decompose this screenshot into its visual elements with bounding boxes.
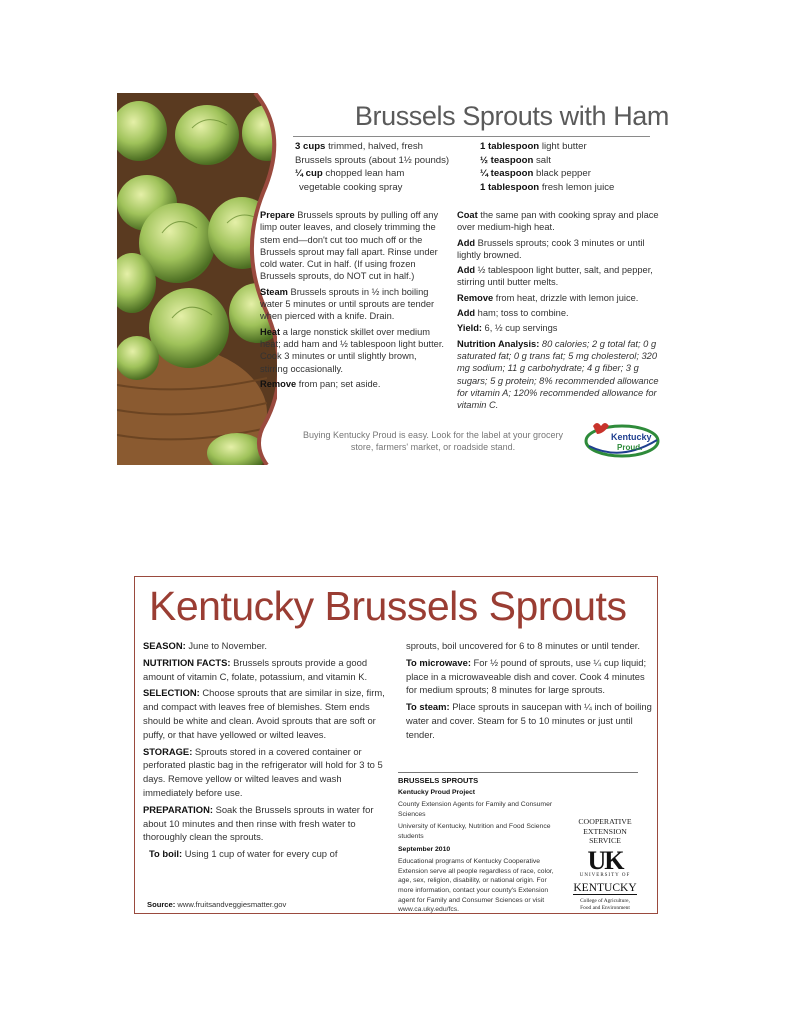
info-title: Kentucky Brussels Sprouts <box>149 583 627 629</box>
step-add-butter: Add ½ tablespoon light butter, salt, and pepper, stirring until butter melts. <box>457 265 653 288</box>
uk-university-of: UNIVERSITY OF <box>579 873 631 878</box>
info-right-column <box>406 639 652 745</box>
source-line: Source: www.fruitsandveggiesmatter.gov <box>147 900 287 909</box>
step-heat: Heat a large nonstick skillet over medium heat; add ham and ½ tablespoon light butter. Cook 3 minutes or until slightly brown, stirring occasionally. <box>260 326 445 374</box>
kp-logo-word-2: Proud. <box>617 443 643 452</box>
ingredients-left <box>295 140 470 194</box>
ingredient-item: ¼ teaspoon black pepper <box>480 168 591 179</box>
step-remove-heat: Remove from heat, drizzle with lemon juice. <box>457 292 639 303</box>
to-boil: To boil: Using 1 cup of water for every cup of <box>149 848 338 860</box>
footer-divider <box>398 772 638 773</box>
cooperative-extension-label: COOPERATIVE EXTENSION SERVICE <box>578 817 632 845</box>
step-steam: Steam Brussels sprouts in ½ inch boiling water 5 minutes or until sprouts are tender when pierced with a knife. Drain. <box>260 286 435 322</box>
step-add-ham: Add ham; toss to combine. <box>457 308 569 319</box>
steps-left <box>260 209 445 393</box>
uk-kentucky: KENTUCKY <box>573 882 637 894</box>
footer-students: University of Kentucky, Nutrition and Food Science students <box>398 823 551 840</box>
brussels-sprouts-photo <box>117 93 277 465</box>
title-divider <box>293 136 650 137</box>
step-remove: Remove from pan; set aside. <box>260 378 381 389</box>
uk-college: College of Agriculture, Food and Environment <box>580 898 630 911</box>
footer-date: September 2010 <box>398 845 451 853</box>
ingredient-item: ½ teaspoon salt <box>480 154 551 166</box>
preparation: PREPARATION: Soak the Brussels sprouts in water for about 10 minutes and then rinse with fresh water to thoroughly clean the sprouts. <box>143 803 374 843</box>
step-coat: Coat the same pan with cooking spray and place over medium-high heat. <box>457 210 659 233</box>
ingredient-item: Brussels sprouts (about 1½ pounds) <box>295 154 450 166</box>
yield: Yield: 6, ½ cup servings <box>457 323 558 334</box>
footer-statement: Educational programs of Kentucky Cooperative Extension serve all people regardless of race, color, age, sex, religion, disability, or national origin. For more information, contact your county's Extension agent for Family and Consumer Sciences or visit www.ca.uky.edu/fcs. <box>398 858 554 914</box>
to-boil-continued: sprouts, boil uncovered for 6 to 8 minutes or until tender. <box>406 640 640 651</box>
kp-logo-word-1: Kentucky <box>611 432 652 442</box>
footer-authors: County Extension Agents for Family and Consumer Sciences <box>398 801 553 818</box>
recipe-card <box>117 93 670 465</box>
info-card <box>134 576 658 914</box>
footer-credits <box>398 776 558 918</box>
to-steam: To steam: Place sprouts in saucepan with ¼ inch of boiling water and cover. Steam for 5 to 10 minutes or just until tender. <box>406 701 652 740</box>
info-left-column <box>143 639 389 864</box>
steps-right <box>457 209 662 414</box>
uk-mark: UK <box>587 846 623 875</box>
ingredient-item: ¼ cup chopped lean ham <box>295 168 405 179</box>
kentucky-proud-logo <box>581 418 661 460</box>
nutrition-facts: NUTRITION FACTS: Brussels sprouts provide a good amount of vitamin C, folate, potassium, and vitamin K. <box>143 656 368 682</box>
kentucky-proud-tagline: Buying Kentucky Proud is easy. Look for the label at your grocery store, farmers' market, or roadside stand. <box>303 430 563 452</box>
step-prepare: Prepare Brussels sprouts by pulling off any limp outer leaves, and closely trimming the stem end—don't cut too much off or the Brussels sprout may fall apart. Rinse under cold water. Cut in half. (If using frozen Brussels sprouts, do NOT cut in half.) <box>260 210 439 282</box>
uk-logo <box>565 846 645 911</box>
footer-heading: BRUSSELS SPROUTS <box>398 776 479 785</box>
storage: STORAGE: Sprouts stored in a covered container or perforated plastic bag in the refrigerator will hold for 3 to 5 days. Remove yellow or wilted leaves and wash immediately before use. <box>143 745 383 798</box>
recipe-title: Brussels Sprouts with Ham <box>354 101 669 131</box>
ingredient-item: vegetable cooking spray <box>299 181 403 193</box>
footer-project: Kentucky Proud Project <box>398 788 476 796</box>
selection: SELECTION: Choose sprouts that are similar in size, firm, and compact with leaves free of blemishes. Stem ends should be white and clean. Avoid sprouts that are soft or puffy, or that have yellowed or wilted leaves. <box>143 687 385 740</box>
step-add-sprouts: Add Brussels sprouts; cook 3 minutes or until lightly browned. <box>457 237 645 260</box>
ingredient-item: 1 tablespoon fresh lemon juice <box>480 181 615 193</box>
nutrition-analysis: Nutrition Analysis: 80 calories; 2 g total fat; 0 g saturated fat; 0 g trans fat; 5 mg cholesterol; 320 mg sodium; 11 g carbohydrate; 4 g fiber; 3 g sugars; 5 g protein; 8% recommended allowance for vitamin A; 120% recommended allowance for vitamin C. <box>457 338 659 411</box>
season: SEASON: June to November. <box>143 640 268 651</box>
to-microwave: To microwave: For ½ pound of sprouts, use ¼ cup liquid; place in a microwaveable dish and cover. Cook 4 minutes for medium sprouts; 8 minutes for large sprouts. <box>406 656 647 696</box>
ingredients-right <box>480 140 665 194</box>
ingredient-item: 1 tablespoon light butter <box>480 141 587 152</box>
ingredient-item: 3 cups trimmed, halved, fresh <box>295 141 423 152</box>
